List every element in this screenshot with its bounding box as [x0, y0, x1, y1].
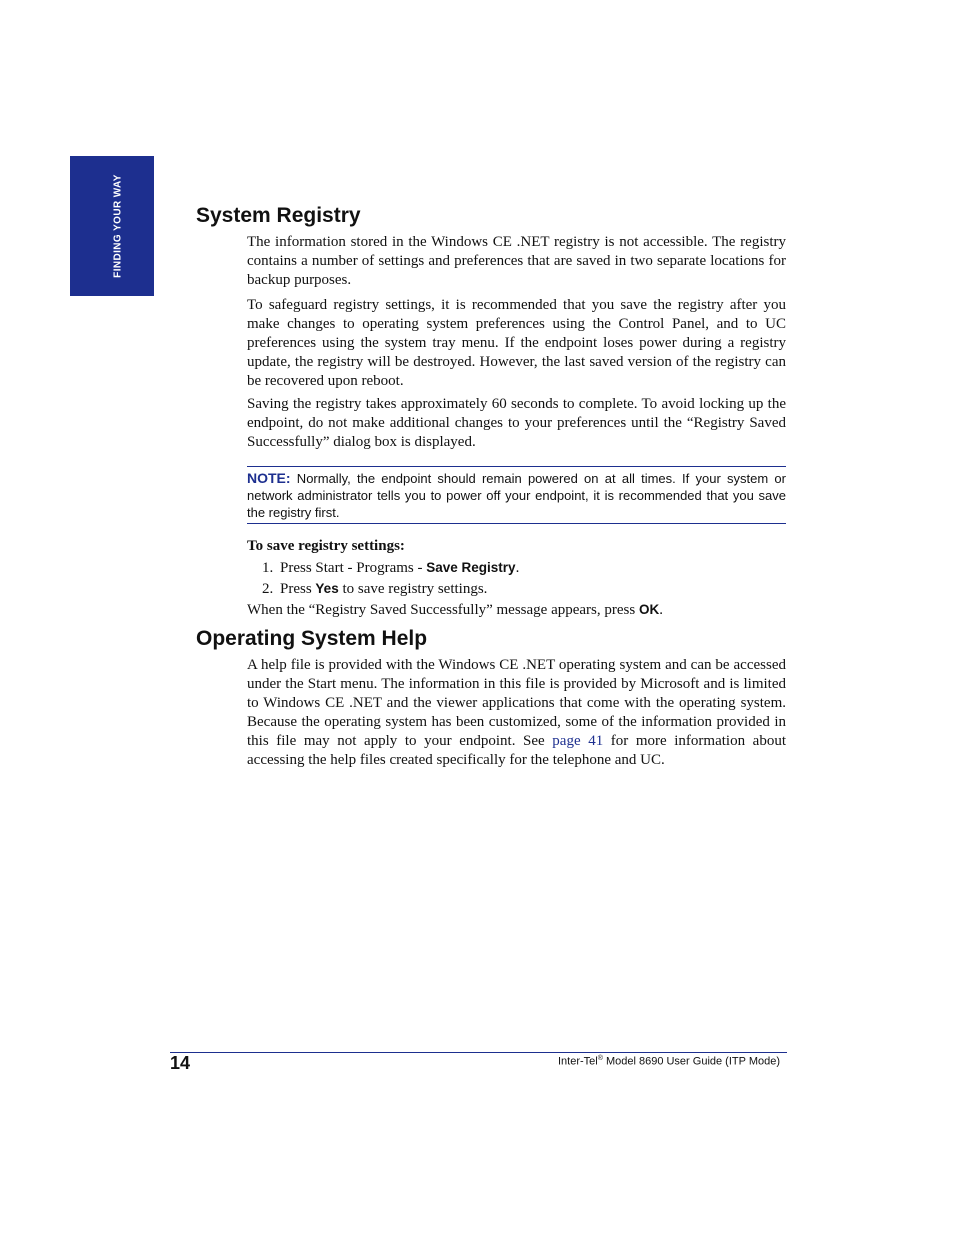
- registered-mark: ®: [597, 1055, 603, 1062]
- footer-guide-title: Model 8690 User Guide (ITP Mode): [602, 1055, 780, 1068]
- note-text: Normally, the endpoint should remain powered on at all times. If your system or network administrator tells you to power off your endpoint, it is recommended that you save the registry first.: [247, 471, 786, 520]
- step-text: Press: [280, 581, 316, 597]
- page-number: 14: [170, 1053, 191, 1073]
- step-bold-term: Yes: [315, 581, 339, 596]
- procedure-title: To save registry settings:: [247, 538, 405, 554]
- step-text-end: .: [515, 560, 520, 576]
- step-text: Press Start - Programs -: [280, 560, 427, 576]
- page-41-link[interactable]: page 41: [552, 733, 604, 749]
- note-box: [247, 466, 786, 524]
- paragraph-registry-info: The information stored in the Windows CE .NET registry is not accessible. The registry contains a number of settings and preferences that are saved in two separate locations for backup purposes.: [247, 234, 786, 288]
- step-item: [262, 558, 786, 578]
- heading-system-registry: System Registry: [196, 204, 361, 227]
- os-help-text-end: for more information about accessing the help files created specifically for the telephone and UC.: [247, 733, 786, 768]
- paragraph-saving-time: Saving the registry takes approximately 60 seconds to complete. To avoid locking up the endpoint, do not make additional changes to your preferences until the “Registry Saved Successfully” dialog box is displayed.: [247, 396, 786, 450]
- after-text: When the “Registry Saved Successfully” message appears, press: [247, 602, 639, 618]
- footer-brand: Inter-Tel: [557, 1055, 598, 1068]
- os-help-text: A help file is provided with the Windows CE .NET operating system and can be accessed under the Start menu. The information in this file is provided by Microsoft and is limited to Windows CE .NET and the viewer applications that come with the operating system. Because the operating system has been customized, some of the information provided in this file may not apply to your endpoint. See: [247, 657, 786, 749]
- step-number: 2.: [262, 581, 274, 597]
- ok-term: OK: [638, 602, 660, 617]
- paragraph-after-steps: [247, 600, 786, 620]
- step-text-end: to save registry settings.: [338, 581, 488, 597]
- step-item: [262, 579, 786, 599]
- step-bold-term: Save Registry: [426, 560, 516, 575]
- after-text-end: .: [659, 602, 663, 618]
- step-number: 1.: [262, 560, 274, 576]
- paragraph-os-help: [247, 656, 786, 770]
- footer-title: [558, 1055, 780, 1068]
- footer-rule: [170, 1052, 787, 1053]
- note-label: NOTE:: [247, 470, 291, 486]
- paragraph-safeguard: To safeguard registry settings, it is recommended that you save the registry after you make changes to operating system preferences using the Control Panel, and to UC preferences using the system tray menu. If the endpoint loses power during a registry update, the registry will be destroyed. However, the last saved version of the registry can be recovered upon reboot.: [247, 297, 786, 389]
- heading-os-help: Operating System Help: [196, 627, 428, 650]
- side-tab-label: FINDING YOUR WAY: [112, 174, 124, 278]
